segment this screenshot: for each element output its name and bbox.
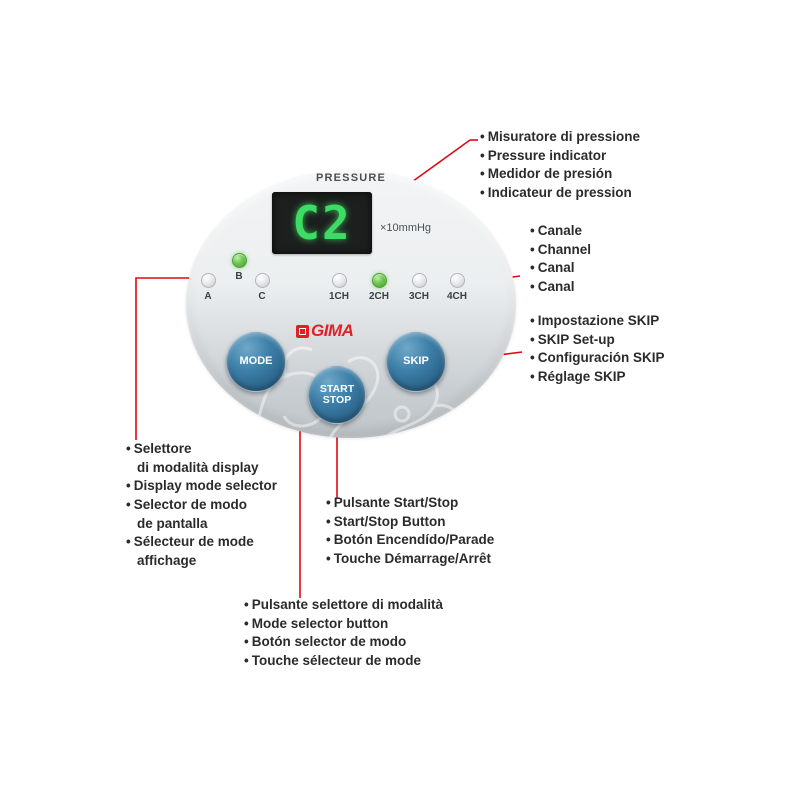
callout-pressure-indicator: • Misuratore di pressione • Pressure indicator • Medidor de presión • Indicateur de pression	[480, 129, 641, 200]
callout-display-line-2: di modalità display	[137, 459, 259, 475]
callout-mode-line-4: Touche sélecteur de mode	[251, 652, 422, 668]
callout-skip-line-1: Impostazione SKIP	[537, 313, 660, 328]
led-caption-4ch: 4CH	[446, 291, 467, 302]
led-mode-c	[255, 273, 270, 288]
callout-display-line-7: affichage	[137, 552, 197, 568]
callout-display-line-3: Display mode selector	[133, 478, 278, 494]
callout-startstop-line-3: Botón Encendído/Parade	[333, 532, 495, 548]
led-mode-a	[201, 273, 216, 288]
led-caption-c: C	[258, 291, 266, 302]
skip-button-label: SKIP	[403, 355, 429, 368]
callout-pressure-line-3: Medidor de presión	[487, 166, 613, 182]
callout-pressure-line-2: Pressure indicator	[487, 147, 607, 163]
callout-channel-line-4: Canal	[537, 278, 575, 294]
callout-channel-line-1: Canale	[537, 223, 583, 238]
callout-display-line-5: de pantalla	[137, 515, 208, 531]
callout-pressure-line-4: Indicateur de pression	[487, 184, 632, 200]
callout-channel-line-2: Channel	[537, 241, 591, 257]
callout-channel: • Canale • Channel • Canal • Canal	[530, 223, 591, 294]
led-channel-2	[372, 273, 387, 288]
start-button-label-line1: START	[319, 382, 355, 395]
led-caption-a: A	[204, 291, 212, 302]
callout-mode-selector-button: • Pulsante selettore di modalità • Mode selector button • Botón selector de modo • Touche sélecteur de mode	[244, 597, 444, 668]
led-caption-b: B	[235, 271, 243, 282]
start-stop-button[interactable]	[308, 366, 366, 424]
callout-display-line-6: Sélecteur de mode	[133, 534, 254, 550]
callout-pressure-line-1: Misuratore di pressione	[487, 129, 641, 144]
callout-startstop-line-1: Pulsante Start/Stop	[333, 495, 459, 510]
callout-skip-line-4: Réglage SKIP	[537, 368, 626, 384]
mode-button[interactable]	[226, 332, 286, 392]
callout-display-mode-selector: • Selettore di modalità display • Display mode selector • Selector de modo de pantalla • Sélecteur de mode affichage	[126, 441, 278, 568]
callout-skip-setup: • Impostazione SKIP • SKIP Set-up • Configuración SKIP • Réglage SKIP	[530, 313, 665, 384]
callout-skip-line-2: SKIP Set-up	[537, 331, 615, 347]
mode-button-label: MODE	[239, 355, 273, 368]
callout-startstop-line-4: Touche Démarrage/Arrêt	[333, 550, 492, 566]
callout-start-stop-button: • Pulsante Start/Stop • Start/Stop Button • Botón Encendído/Parade • Touche Démarrage/Arrêt	[326, 495, 495, 566]
led-mode-b	[232, 253, 247, 268]
led-caption-3ch: 3CH	[408, 291, 429, 302]
lcd-display	[272, 192, 372, 254]
lcd-unit-label: ×10mmHg	[380, 222, 432, 234]
gima-mark-icon	[296, 325, 309, 338]
skip-button[interactable]	[386, 332, 446, 392]
led-channel-1	[332, 273, 347, 288]
callout-display-line-1: Selettore	[133, 441, 192, 456]
led-caption-1ch: 1CH	[328, 291, 349, 302]
callout-skip-line-3: Configuración SKIP	[537, 350, 665, 366]
led-caption-2ch: 2CH	[368, 291, 389, 302]
lcd-value: C2	[292, 196, 352, 250]
callout-mode-line-2: Mode selector button	[251, 615, 389, 631]
gima-wordmark: GIMA	[311, 321, 354, 340]
callout-display-line-4: Selector de modo	[133, 496, 248, 512]
gima-logo	[296, 322, 356, 340]
pressure-label: PRESSURE	[315, 172, 387, 184]
led-channel-3	[412, 273, 427, 288]
start-button-label-line2: STOP	[322, 394, 352, 406]
led-channel-4	[450, 273, 465, 288]
callout-startstop-line-2: Start/Stop Button	[333, 513, 446, 529]
callout-mode-line-1: Pulsante selettore di modalità	[251, 597, 444, 612]
callout-mode-line-3: Botón selector de modo	[251, 634, 407, 650]
callout-channel-line-3: Canal	[537, 260, 575, 276]
